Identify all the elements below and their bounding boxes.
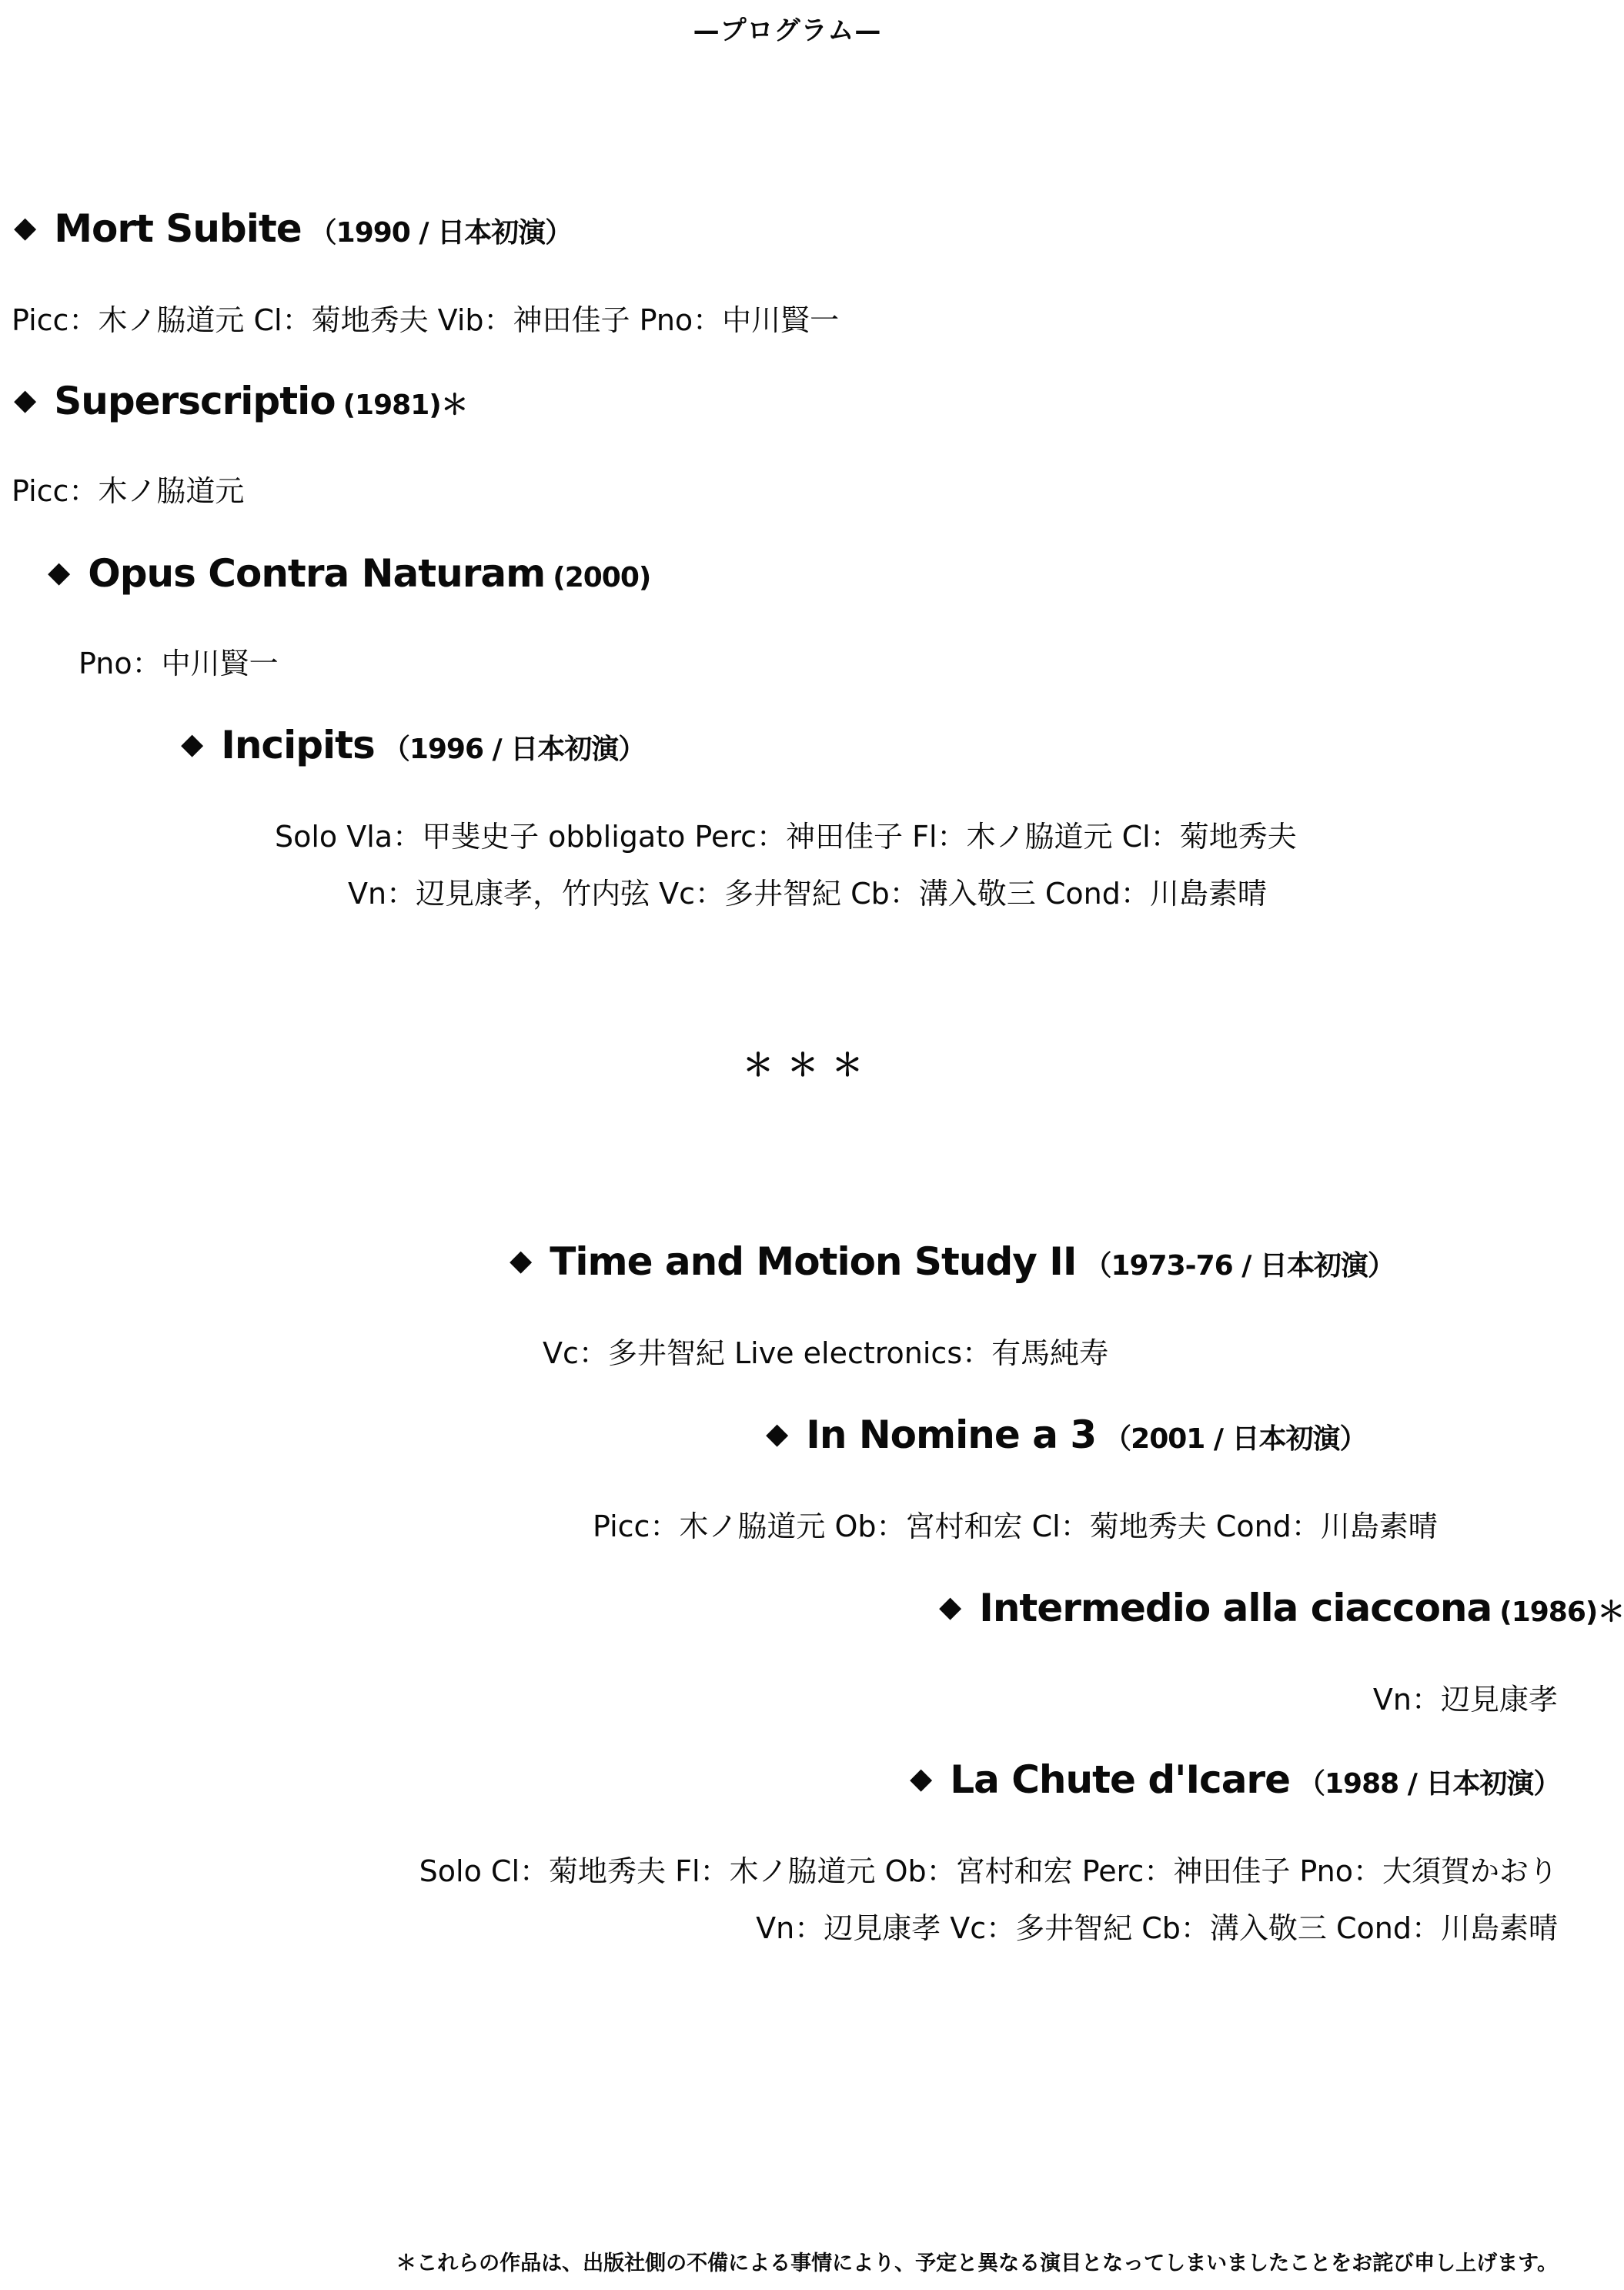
- work-year: （1988 / 日本初演）: [1298, 1768, 1561, 1800]
- work-title-superscriptio: [14, 379, 468, 423]
- work-year: (2000): [553, 562, 651, 593]
- page-title: —プログラム—: [693, 15, 882, 46]
- work-year: (1981)＊: [343, 389, 468, 421]
- diamond-bullet-icon: ◆: [14, 383, 36, 416]
- work-name: La Chute d'Icare: [950, 1757, 1290, 1802]
- diamond-bullet-icon: ◆: [14, 210, 36, 244]
- work-year: (1986)＊: [1499, 1596, 1624, 1628]
- work-name: Superscriptio: [54, 379, 336, 423]
- work-year: （2001 / 日本初演）: [1104, 1423, 1367, 1455]
- diamond-bullet-icon: ◆: [939, 1590, 961, 1623]
- work-title-la-chute-dicare: [910, 1757, 1560, 1802]
- performers-line: Solo Cl：菊地秀夫 Fl：木ノ脇道元 Ob：宮村和宏 Perc：神田佳子 Pno：大須賀かおり: [419, 1854, 1558, 1888]
- work-year: （1973-76 / 日本初演）: [1084, 1250, 1395, 1282]
- performers-line: Vn：辺見康孝: [1372, 1683, 1558, 1717]
- work-name: Opus Contra Naturam: [88, 551, 546, 596]
- performers-line: Picc：木ノ脇道元 Ob：宮村和宏 Cl：菊地秀夫 Cond：川島素晴: [593, 1509, 1438, 1543]
- work-title-in-nomine: [766, 1412, 1367, 1457]
- performers-line: Vn：辺見康孝，竹内弦 Vc：多井智紀 Cb：溝入敬三 Cond：川島素晴: [348, 877, 1267, 911]
- section-divider: ＊＊＊: [743, 1048, 877, 1083]
- work-title-incipits: [181, 723, 645, 767]
- work-name: Time and Motion Study II: [550, 1239, 1077, 1284]
- work-year: （1990 / 日本初演）: [309, 217, 573, 249]
- performers-line: Solo Vla：甲斐史子 obbligato Perc：神田佳子 Fl：木ノ脇道元 Cl：菊地秀夫: [275, 820, 1297, 854]
- diamond-bullet-icon: ◆: [48, 555, 70, 589]
- work-title-mort-subite: [14, 206, 572, 251]
- diamond-bullet-icon: ◆: [766, 1416, 788, 1450]
- work-year: （1996 / 日本初演）: [382, 734, 646, 765]
- diamond-bullet-icon: ◆: [181, 727, 203, 761]
- performers-line: Vn：辺見康孝 Vc：多井智紀 Cb：溝入敬三 Cond：川島素晴: [756, 1911, 1558, 1945]
- work-title-time-and-motion-study: [510, 1239, 1395, 1284]
- diamond-bullet-icon: ◆: [510, 1243, 532, 1277]
- work-name: Incipits: [221, 723, 375, 767]
- performers-line: Picc：木ノ脇道元: [12, 474, 245, 508]
- footnote: ＊これらの作品は、出版社側の不備による事情により、予定と異なる演目となってしまいましたことをお詫び申し上げます。: [396, 2252, 1558, 2275]
- work-name: In Nomine a 3: [806, 1412, 1097, 1457]
- work-title-opus-contra-naturam: [48, 551, 650, 596]
- diamond-bullet-icon: ◆: [910, 1761, 932, 1795]
- work-title-intermedio: [939, 1586, 1624, 1630]
- performers-line: Pno：中川賢一: [79, 647, 279, 680]
- work-name: Intermedio alla ciaccona: [979, 1586, 1492, 1630]
- performers-line: Picc：木ノ脇道元 Cl：菊地秀夫 Vib：神田佳子 Pno：中川賢一: [12, 303, 840, 337]
- performers-line: Vc：多井智紀 Live electronics：有馬純寿: [543, 1336, 1109, 1370]
- work-name: Mort Subite: [54, 206, 302, 251]
